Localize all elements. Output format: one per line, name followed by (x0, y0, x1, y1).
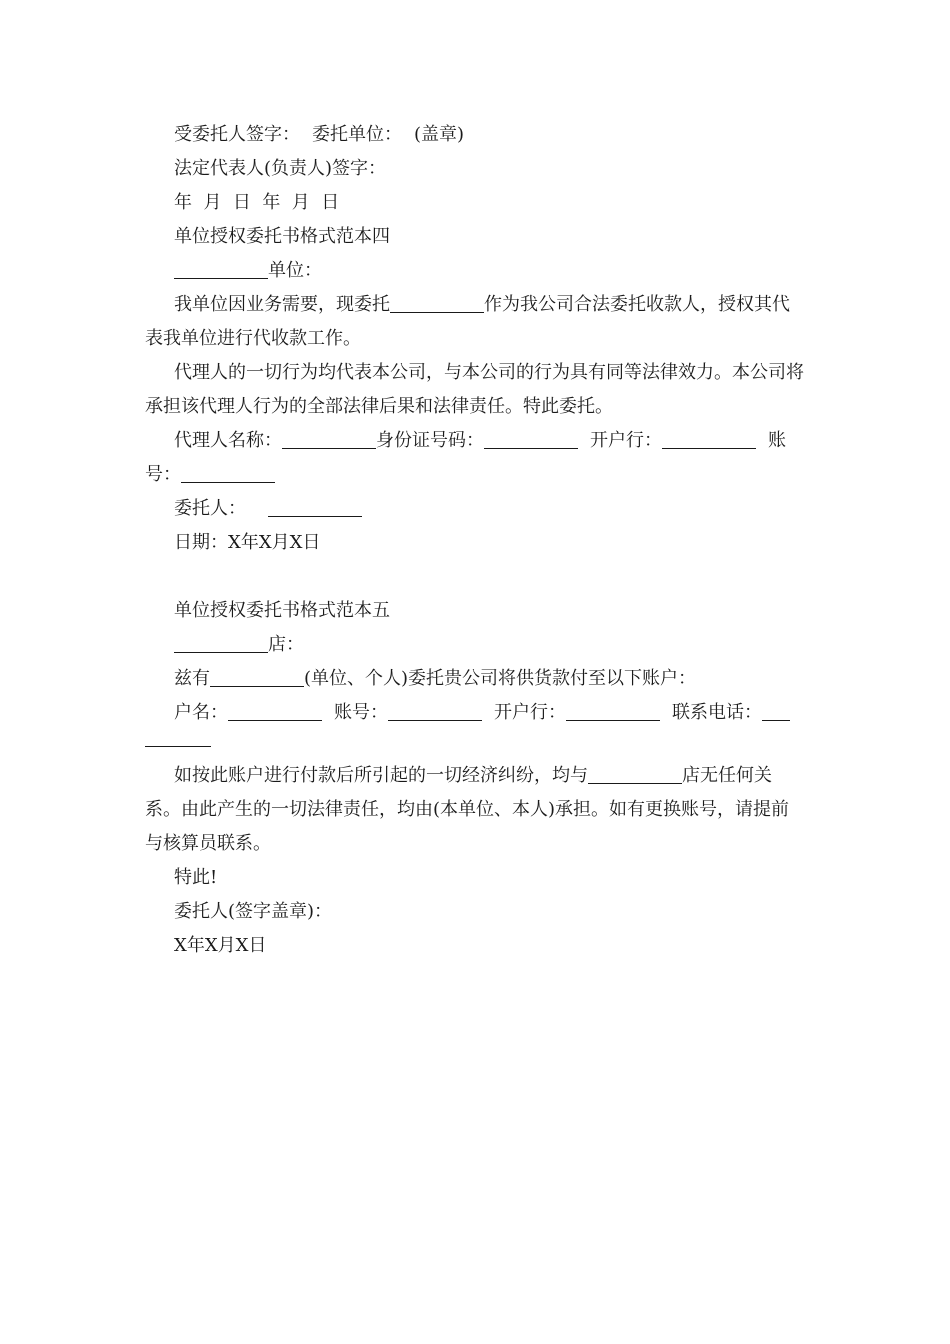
sample5-shop-line (145, 628, 805, 662)
hereby-text: 特此! (174, 867, 218, 888)
sample4-agent-info (145, 424, 805, 492)
shop-name-blank (588, 763, 682, 784)
sample5-account-info (145, 696, 805, 730)
bank-label: 开户行： (494, 702, 566, 723)
sample4-para2: 代理人的一切行为均代表本公司，与本公司的行为具有同等法律效力。本公司将承担该代理人行为的全部法律后果和法律责任。特此委托。 (145, 362, 804, 417)
sample4-client-line (145, 492, 805, 526)
account-label: 账号： (145, 430, 786, 485)
client-label: 委托人： (174, 498, 246, 519)
account-blank (388, 700, 482, 721)
id-number-label: 身份证号码： (376, 430, 484, 451)
signature-line (145, 118, 805, 152)
para2-text-b: 店无任何关系。由此产生的一切法律责任，均由(本单位、本人)承担。如有更换账号，请提前与核算员联系。 (145, 765, 790, 854)
client-sign-label: 委托人(签字盖章)： (174, 901, 333, 922)
id-number-blank (484, 428, 578, 449)
shop-blank (174, 632, 268, 653)
para1-text-a: 兹有 (174, 668, 210, 689)
para1-text-b: (单位、个人)委托贵公司将供货款付至以下账户： (304, 668, 697, 689)
client-blank (268, 496, 362, 517)
account-name-label: 户名： (174, 702, 228, 723)
document-page (145, 118, 805, 963)
unit-blank (174, 258, 268, 279)
sample5-date: X年X月X日 (174, 935, 267, 956)
bank-label: 开户行： (590, 430, 662, 451)
sample5-para2 (145, 759, 805, 861)
para2-text-a: 如按此账户进行付款后所引起的一切经济纠纷，均与 (174, 765, 588, 786)
shop-suffix: 店： (268, 634, 304, 655)
sample5-title: 单位授权委托书格式范本五 (174, 600, 390, 621)
agent-blank (390, 292, 484, 313)
entity-blank (210, 666, 304, 687)
para1-text-b: 作为我公司合法委托收款人，授权其代表我单位进行代收款工作。 (145, 294, 790, 349)
sample5-para1 (145, 662, 805, 696)
phone-blank (762, 700, 790, 721)
agent-name-blank (282, 428, 376, 449)
bank-blank (566, 700, 660, 721)
account-label: 账号： (334, 702, 388, 723)
bank-blank (662, 428, 756, 449)
date-placeholders: 年 月 日 年 月 日 (174, 192, 340, 213)
account-name-blank (228, 700, 322, 721)
unit-suffix: 单位： (268, 260, 322, 281)
seal-label: (盖章) (414, 124, 465, 145)
agent-sign-label: 受委托人签字： (174, 124, 300, 145)
client-unit-label: 委托单位： (312, 124, 402, 145)
para1-text-a: 我单位因业务需要，现委托 (174, 294, 390, 315)
legal-rep-sign-label: 法定代表人(负责人)签字： (174, 158, 387, 179)
sample4-date: 日期：X年X月X日 (174, 532, 321, 553)
phone-label: 联系电话： (672, 702, 762, 723)
section-gap (145, 560, 805, 594)
agent-name-label: 代理人名称： (174, 430, 282, 451)
sample4-title: 单位授权委托书格式范本四 (174, 226, 390, 247)
sample4-unit-line (145, 254, 805, 288)
sample4-para1 (145, 288, 805, 356)
account-blank (181, 462, 275, 483)
